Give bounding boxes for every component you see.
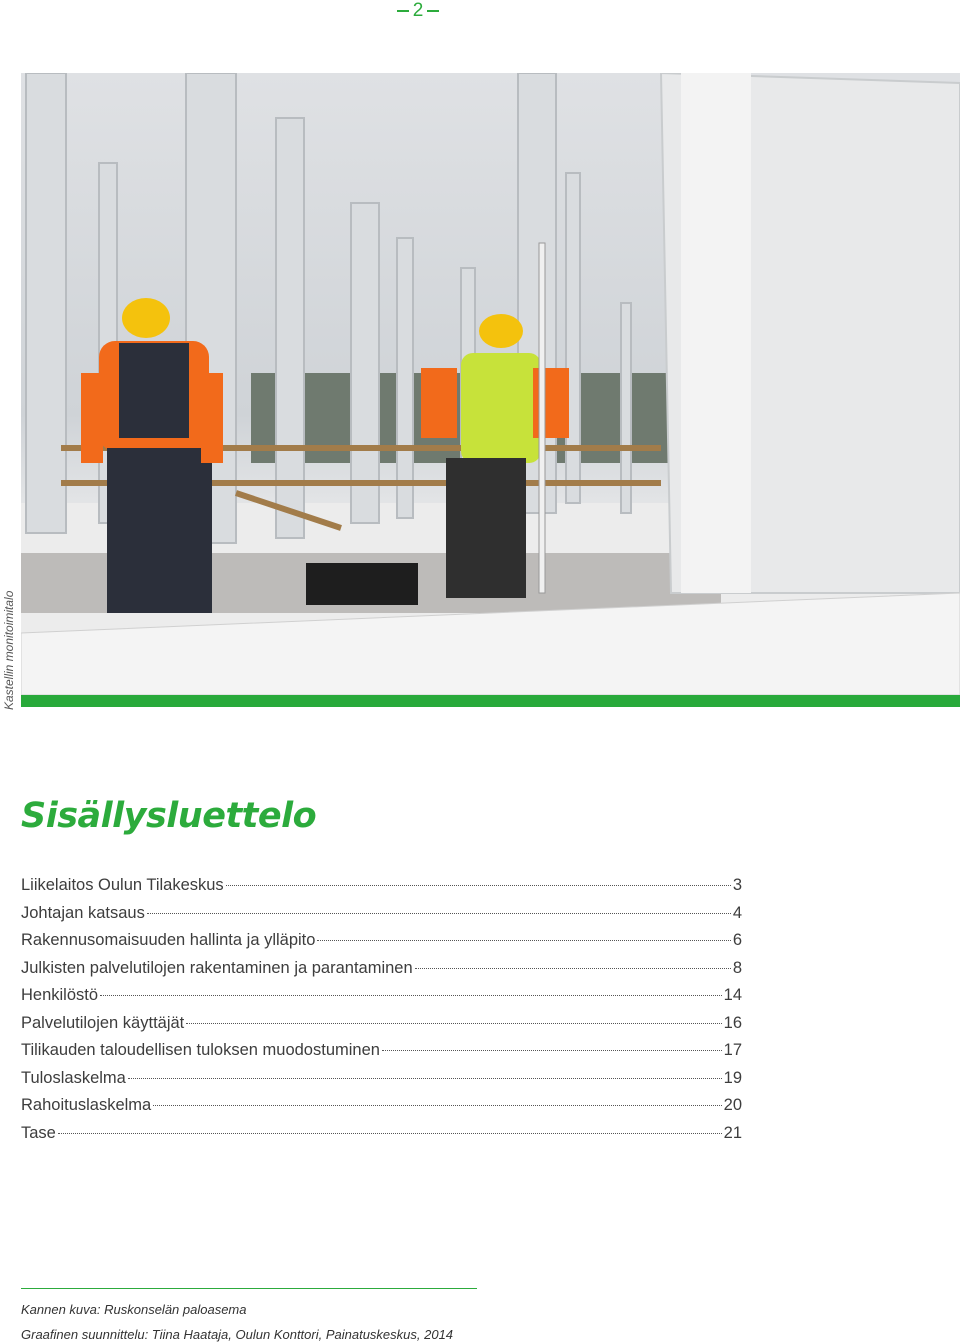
toc-item[interactable] [21, 876, 742, 904]
toc-item-page: 4 [732, 903, 742, 922]
toc-item-label: Liikelaitos Oulun Tilakeskus [21, 876, 224, 894]
toc-item-page: 21 [723, 1123, 742, 1142]
toc-item-page: 3 [732, 876, 742, 894]
toc-item-label: Palvelutilojen käyttäjät [21, 1013, 185, 1032]
toc-leader-dots [226, 885, 731, 886]
toc-leader-dots [147, 913, 731, 914]
footer-rule [21, 1288, 477, 1289]
survey-pole [539, 243, 545, 593]
toc-item-page: 19 [723, 1068, 742, 1087]
toc-title: Sisällysluettelo [21, 796, 317, 836]
toc-leader-dots [153, 1105, 721, 1106]
toc-leader-dots [128, 1078, 722, 1079]
toc-item[interactable] [21, 1096, 742, 1124]
toc-item-label: Rakennusomaisuuden hallinta ja ylläpito [21, 931, 316, 949]
toc-item-label: Rahoituslaskelma [21, 1096, 152, 1114]
toc-item[interactable] [21, 986, 742, 1014]
toc-item[interactable] [21, 1124, 742, 1152]
toc-item-page: 6 [732, 931, 742, 949]
toc-item[interactable] [21, 1014, 742, 1042]
side-label: Kastellin monitoimitalo [2, 590, 16, 710]
toc-item-page: 16 [723, 1013, 742, 1032]
toc-item-label: Tuloslaskelma [21, 1068, 126, 1087]
toc-item-page: 14 [723, 986, 742, 1004]
toc-item[interactable] [21, 1041, 742, 1069]
toc-item-label: Henkilöstö [21, 986, 99, 1004]
design-credit: Graafinen suunnittelu: Tiina Haataja, Oulun Konttori, Painatuskeskus, 2014 [21, 1327, 454, 1342]
cover-photo-credit: Kannen kuva: Ruskonselän paloasema [21, 1302, 247, 1317]
toc-item[interactable] [21, 1069, 742, 1097]
toc-item[interactable] [21, 959, 742, 987]
page-number-text: 2 [412, 0, 424, 21]
toc-item-label: Tase [21, 1123, 56, 1142]
toc-leader-dots [186, 1023, 721, 1024]
toc-item[interactable] [21, 904, 742, 932]
green-divider-bar [21, 695, 960, 707]
table-of-contents [21, 876, 742, 1151]
toc-item[interactable] [21, 931, 742, 959]
dash-right [427, 10, 439, 12]
toc-item-page: 17 [723, 1041, 742, 1059]
toc-item-label: Johtajan katsaus [21, 903, 145, 922]
black-crate [306, 563, 418, 605]
toc-leader-dots [100, 995, 722, 996]
photo-illustration [21, 73, 960, 695]
toc-item-label: Julkisten palvelutilojen rakentaminen ja parantaminen [21, 958, 413, 977]
toc-item-page: 20 [723, 1096, 742, 1114]
dash-left [397, 10, 409, 12]
wall-edge [681, 73, 751, 593]
toc-leader-dots [317, 940, 730, 941]
page-number [390, 0, 446, 22]
toc-leader-dots [415, 968, 731, 969]
toc-item-label: Tilikauden taloudellisen tuloksen muodostuminen [21, 1041, 380, 1059]
toc-leader-dots [382, 1050, 722, 1051]
toc-leader-dots [58, 1133, 722, 1134]
toc-item-page: 8 [732, 958, 742, 977]
construction-site-photo [21, 73, 960, 695]
